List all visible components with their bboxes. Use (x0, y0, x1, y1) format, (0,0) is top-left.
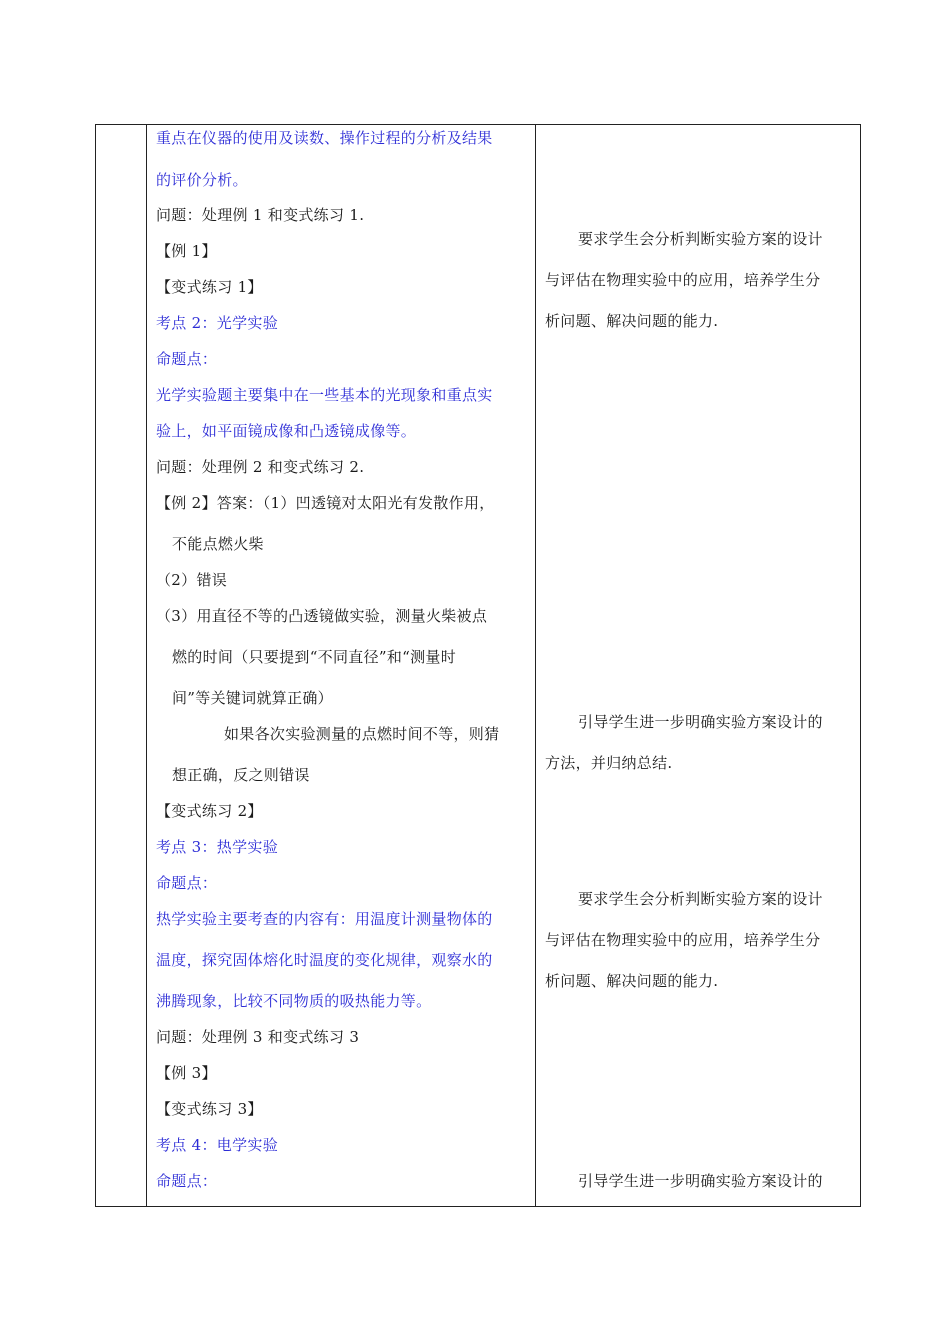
content-line: 【例 3】 (156, 1064, 217, 1082)
content-line: 【例 1】 (156, 242, 217, 260)
content-line: 命题点： (156, 350, 218, 368)
column-divider-left (146, 125, 147, 1206)
intent-line: 引导学生进一步明确实验方案设计的 (578, 713, 823, 731)
content-line: 不能点燃火柴 (172, 535, 264, 553)
column-divider-right (535, 125, 536, 1206)
intent-line: 与评估在物理实验中的应用，培养学生分 (545, 931, 821, 949)
intent-line: 引导学生进一步明确实验方案设计的 (578, 1172, 823, 1190)
content-line: 想正确，反之则错误 (172, 766, 310, 784)
content-line: （3）用直径不等的凸透镜做实验，测量火柴被点 (156, 607, 488, 625)
content-line: 【例 2】答案：（1）凹透镜对太阳光有发散作用， (156, 494, 495, 512)
content-line: （2）错误 (156, 571, 228, 589)
intent-line: 与评估在物理实验中的应用，培养学生分 (545, 271, 821, 289)
content-line: 问题：处理例 3 和变式练习 3 (156, 1028, 360, 1046)
content-line: 命题点： (156, 874, 218, 892)
content-line: 如果各次实验测量的点燃时间不等，则猜 (224, 725, 500, 743)
content-line: 燃的时间（只要提到“不同直径”和“测量时 (172, 648, 457, 666)
intent-line: 要求学生会分析判断实验方案的设计 (578, 890, 823, 908)
section-heading: 考点 3：热学实验 (156, 838, 279, 856)
intent-line: 析问题、解决问题的能力. (545, 972, 719, 990)
content-line: 【变式练习 2】 (156, 802, 263, 820)
content-line: 命题点： (156, 1172, 218, 1190)
content-line: 的评价分析。 (156, 171, 248, 189)
content-line: 重点在仪器的使用及读数、操作过程的分析及结果 (156, 129, 493, 147)
intent-line: 要求学生会分析判断实验方案的设计 (578, 230, 823, 248)
intent-line: 析问题、解决问题的能力. (545, 312, 719, 330)
section-heading: 考点 4：电学实验 (156, 1136, 279, 1154)
content-line: 光学实验题主要集中在一些基本的光现象和重点实 (156, 386, 493, 404)
content-line: 问题：处理例 2 和变式练习 2. (156, 458, 365, 476)
content-line: 问题：处理例 1 和变式练习 1. (156, 206, 365, 224)
content-line: 【变式练习 1】 (156, 278, 263, 296)
content-line: 验上，如平面镜成像和凸透镜成像等。 (156, 422, 417, 440)
intent-line: 方法，并归纳总结. (545, 754, 673, 772)
content-line: 沸腾现象，比较不同物质的吸热能力等。 (156, 992, 432, 1010)
content-line: 温度，探究固体熔化时温度的变化规律，观察水的 (156, 951, 493, 969)
content-line: 【变式练习 3】 (156, 1100, 263, 1118)
section-heading: 考点 2：光学实验 (156, 314, 279, 332)
content-line: 热学实验主要考查的内容有：用温度计测量物体的 (156, 910, 493, 928)
content-line: 间”等关键词就算正确） (172, 689, 333, 707)
